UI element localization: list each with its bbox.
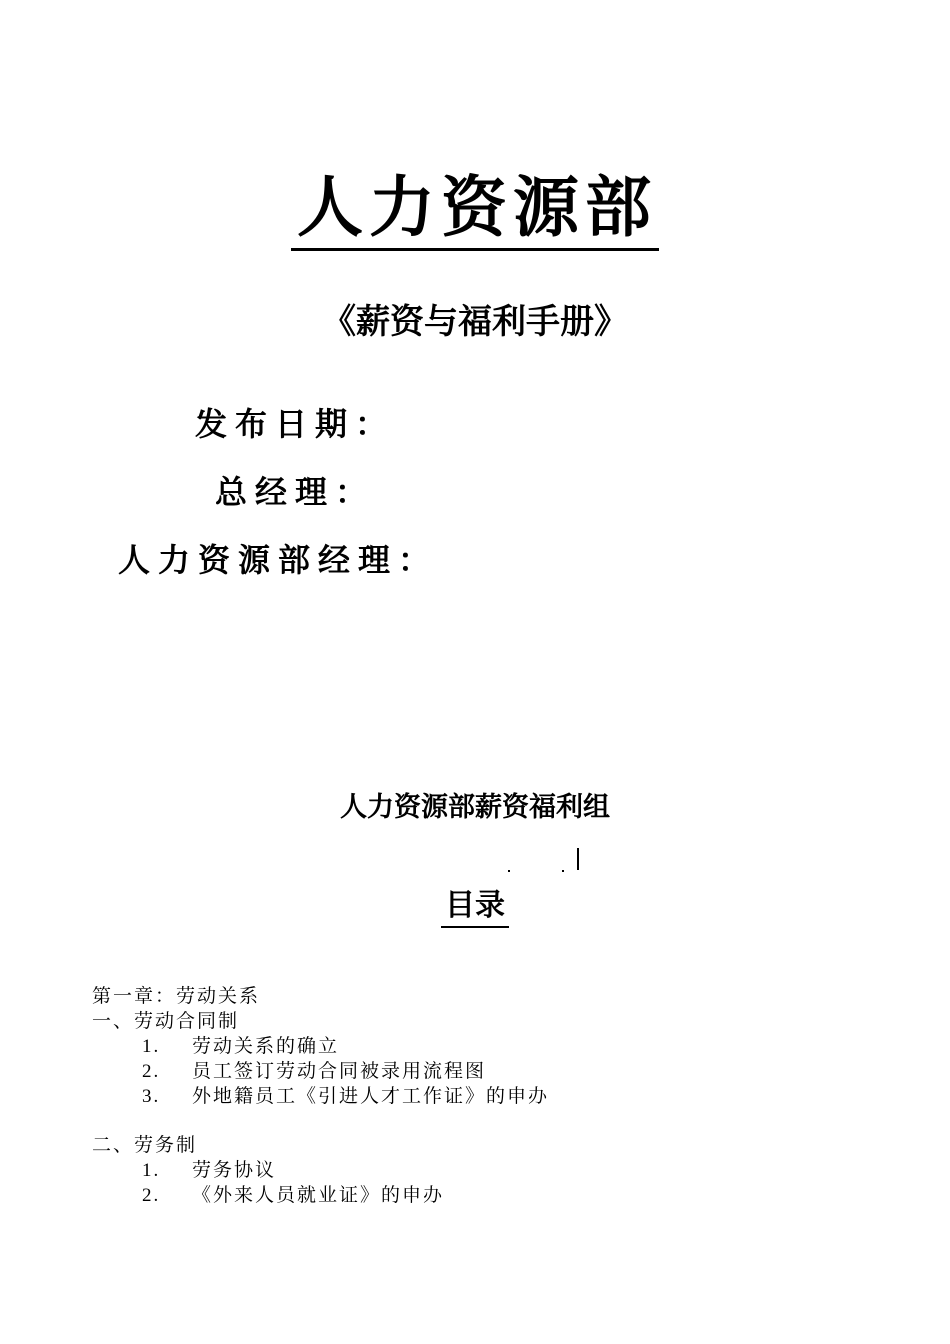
release-date-label: 发布日期： [195,405,396,443]
toc-item-number: 3. [142,1086,161,1107]
scan-dot [508,870,510,872]
scan-dot [562,870,564,872]
toc-section-heading: 二、劳务制 [92,1134,198,1156]
toc-chapter-heading: 第一章：劳动关系 [92,985,261,1007]
handbook-title: 《薪资与福利手册》 [322,302,628,342]
hr-manager-label: 人力资源部经理： [118,541,439,579]
toc-item-text: 员工签订劳动合同被录用流程图 [192,1060,487,1082]
general-manager-label: 总经理： [215,473,376,511]
toc-section-heading: 一、劳动合同制 [92,1010,240,1032]
toc-item-number: 2. [142,1185,161,1206]
department-title: 人力资源部 [291,168,659,251]
toc-item-text: 劳动关系的确立 [192,1035,340,1057]
toc-item-text: 外地籍员工《引进人才工作证》的申办 [192,1085,550,1107]
toc-item-number: 2. [142,1061,161,1082]
text-cursor-mark [577,848,579,870]
toc-item-number: 1. [142,1160,161,1181]
toc-item-number: 1. [142,1036,161,1057]
toc-title-block [0,886,950,928]
toc-item-text: 劳务协议 [192,1159,277,1181]
department-title-block [0,168,950,251]
toc-title: 目录 [441,886,509,928]
toc-item-text: 《外来人员就业证》的申办 [192,1184,445,1206]
group-name: 人力资源部薪资福利组 [340,792,610,823]
